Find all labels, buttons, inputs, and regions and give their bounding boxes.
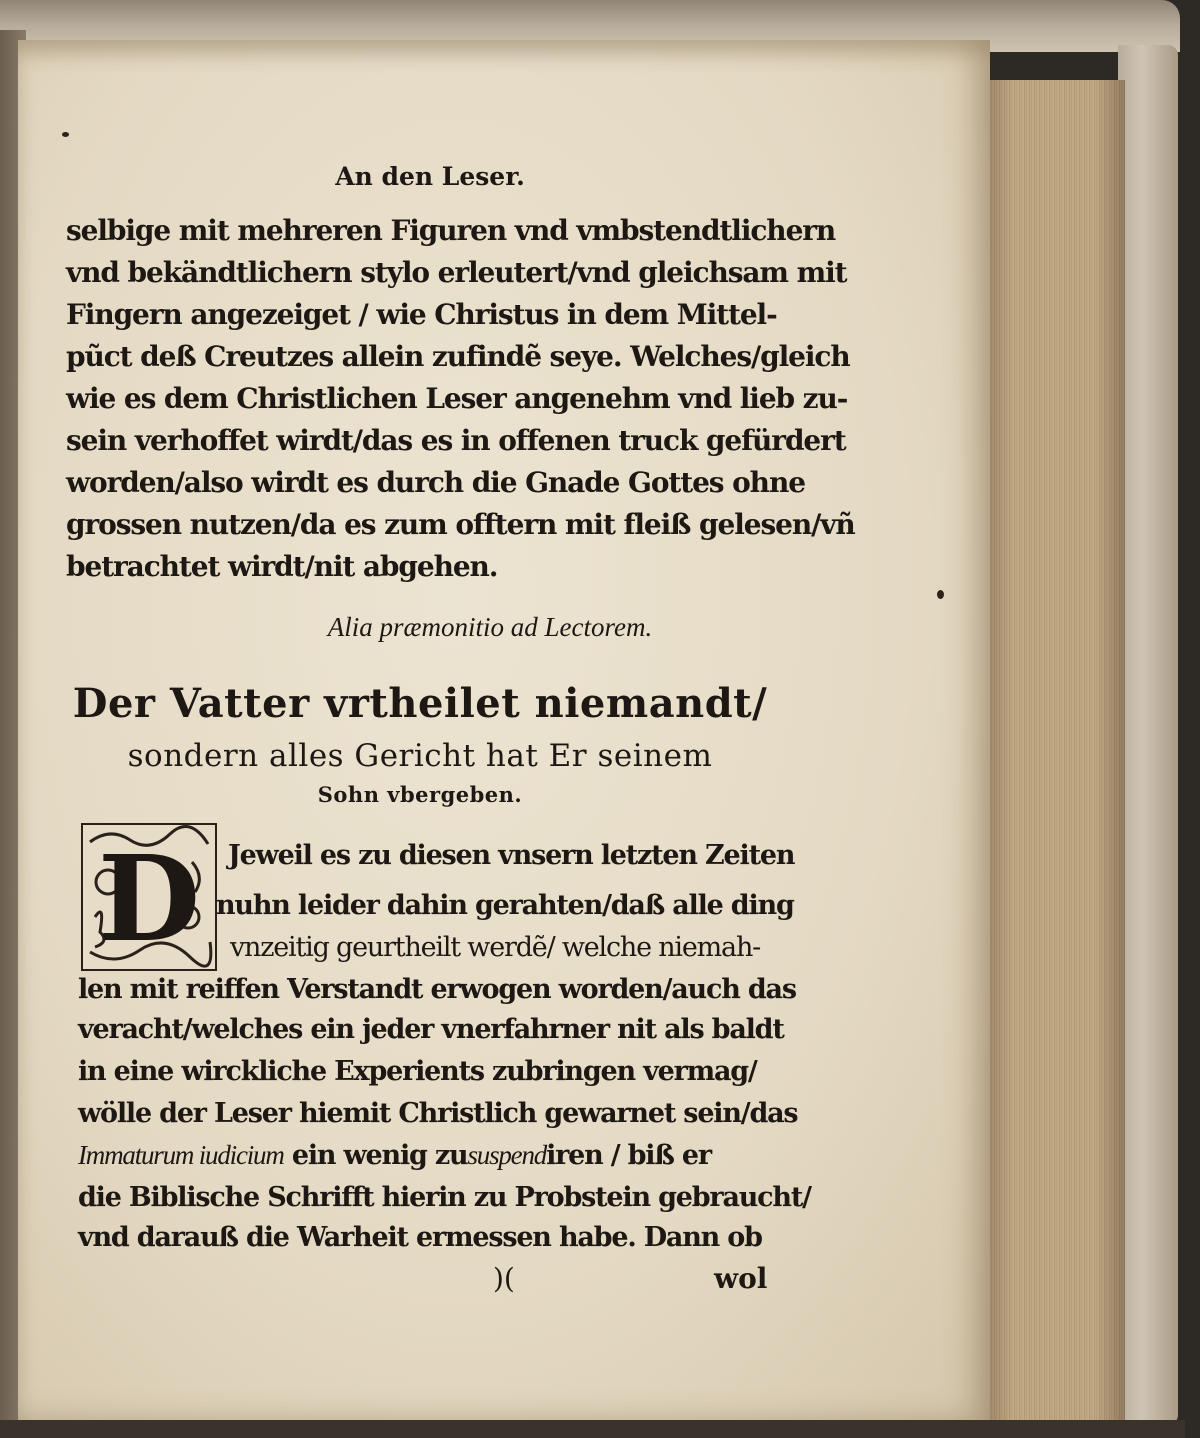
paragraph2-line: len mit reiffen Verstandt erwogen worden/auch das — [78, 974, 796, 1005]
paragraph2-line: vnzeitig geurtheilt werdẽ/ welche niemah- — [230, 932, 761, 963]
decorated-initial-d — [80, 822, 218, 972]
title-line-1: Der Vatter vrtheilet niemandt/ — [72, 680, 768, 727]
title-line-2: sondern alles Gericht hat Er seinem — [127, 738, 713, 774]
paragraph1-line: selbige mit mehreren Figuren vnd vmbstendtlichern — [66, 214, 836, 247]
catchword: wol — [714, 1262, 768, 1295]
paragraph2-line: Jeweil es zu diesen vnsern letzten Zeiten — [228, 840, 795, 871]
paragraph1-line: Fingern angezeiget / wie Christus in dem Mittel- — [66, 298, 777, 331]
paragraph1-line: betrachtet wirdt/nit abgehen. — [66, 550, 498, 583]
latin-phrase: suspend — [467, 1140, 547, 1170]
subheading: Alia præmonitio ad Lectorem. — [327, 612, 653, 642]
title-line-3: Sohn vbergeben. — [317, 782, 523, 807]
paragraph2-line: nuhn leider dahin gerahten/daß alle ding — [216, 890, 794, 921]
german-text: iren / biß er — [546, 1140, 711, 1171]
paragraph2-line: wölle der Leser hiemit Christlich gewarnet sein/das — [78, 1098, 798, 1129]
paragraph1-line: sein verhoffet wirdt/das es in offenen truck gefürdert — [66, 424, 846, 457]
paragraph1-line: pũct deß Creutzes allein zufindẽ seye. Welches/gleich — [66, 340, 850, 373]
paragraph1-line: grossen nutzen/da es zum offtern mit fleiß gelesen/vñ — [66, 508, 855, 541]
book-cover-bottom — [0, 1420, 1185, 1438]
paragraph1-line: vnd bekändtlichern stylo erleutert/vnd gleichsam mit — [66, 256, 847, 289]
book-page — [18, 40, 990, 1420]
german-text: ein wenig zu — [283, 1140, 468, 1171]
book-cover-right — [1118, 45, 1178, 1425]
paper-speck — [937, 590, 944, 599]
paragraph2-line: die Biblische Schrifft hierin zu Probstein gebraucht/ — [78, 1182, 811, 1213]
paragraph1-line: worden/also wirdt es durch die Gnade Gottes ohne — [66, 466, 805, 499]
paragraph2-line: vnd darauß die Warheit ermessen habe. Dann ob — [78, 1222, 762, 1253]
page-fore-edge-shade — [975, 80, 1125, 1420]
paragraph2-line: in eine wirckliche Experients zubringen vermag/ — [78, 1056, 757, 1087]
paragraph2-line: veracht/welches ein jeder vnerfahrner nit als baldt — [78, 1014, 784, 1045]
latin-phrase: Immaturum iudicium — [78, 1140, 284, 1170]
running-head: An den Leser. — [335, 162, 525, 191]
signature-mark: )( — [493, 1262, 515, 1295]
paragraph2-latin-line — [78, 1140, 711, 1171]
initial-letter: D — [97, 829, 201, 968]
paper-speck — [62, 132, 69, 137]
paragraph1-line: wie es dem Christlichen Leser angenehm vnd lieb zu- — [66, 382, 848, 415]
